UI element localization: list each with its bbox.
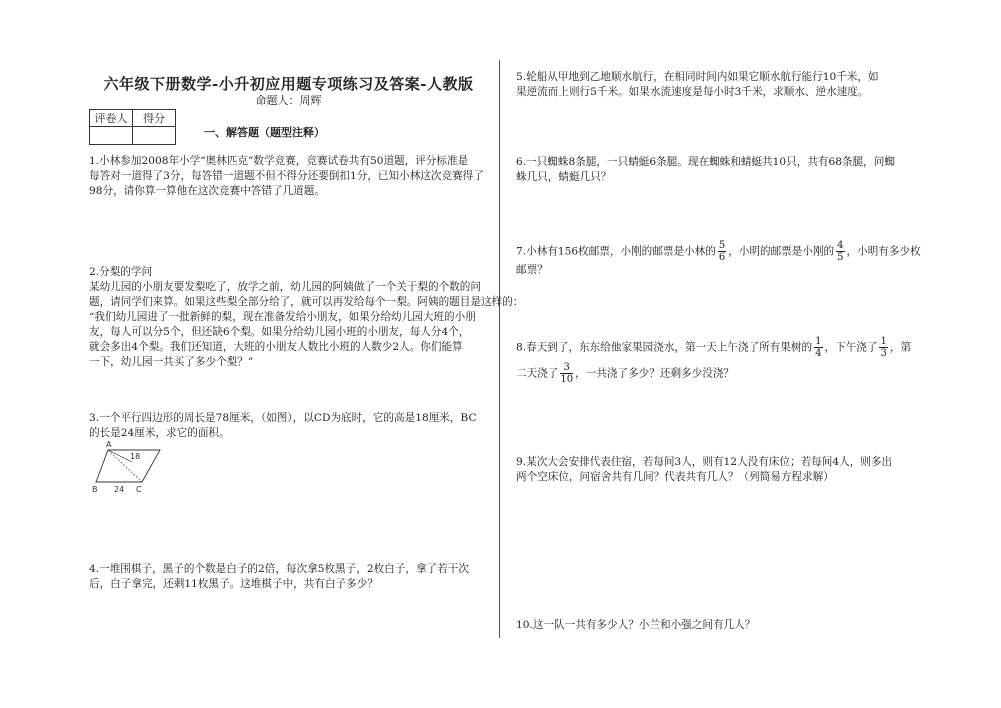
question-1-line-2: 每答对一道得了3分，每答错一道题不但不得分还要倒扣1分，已知小林这次竞赛得了 xyxy=(89,170,484,182)
question-8-line-1 xyxy=(516,336,911,359)
question-8-text-start: 8.春天到了，东东给他家果园浇水，第一天上午浇了所有果树的 xyxy=(516,341,813,354)
score-table-header-score: 得分 xyxy=(133,110,176,127)
vertex-label-c: C xyxy=(136,485,142,494)
question-6-line-2: 蛛几只，蜻蜓几只？ xyxy=(516,171,612,183)
question-6 xyxy=(516,155,895,185)
question-9-line-1: 9.某次大会安排代表住宿，若每间3人，则有12人没有床位；若每间4人，则多出 xyxy=(516,456,893,468)
question-3-line-1: 3.一个平行四边形的周长是78厘米，（如图），以CD为底时，它的高是18厘米，BC xyxy=(89,412,477,424)
parallelogram-shape xyxy=(96,450,160,482)
question-2-line-3: 题，请同学们来算。如果这些梨全部分给了，就可以再发给每个一梨。阿姨的题目是这样的： xyxy=(89,296,524,308)
question-2-line-5: 友，每人可以分5个，但还缺6个梨。如果分给幼儿园小班的小朋友，每人分4个， xyxy=(89,326,470,338)
base-length-label: 24 xyxy=(114,485,125,494)
question-5-line-2: 果逆流而上则行5千米。如果水流速度是每小时3千米，求顺水、逆水速度。 xyxy=(516,86,869,98)
question-7-text-middle: ，小明的邮票是小刚的 xyxy=(728,245,835,258)
question-5 xyxy=(516,70,879,100)
author-line: 命题人：周辉 xyxy=(255,94,322,107)
question-3 xyxy=(89,411,477,441)
question-10 xyxy=(516,618,755,633)
page-title: 六年级下册数学-小升初应用题专项练习及答案-人教版 xyxy=(103,75,474,93)
question-2-line-7: 一下，幼儿园一共买了多少个梨？” xyxy=(89,356,254,368)
question-2-line-6: 就会多出4个梨。我们还知道，大班的小朋友人数比小班的人数少2人。你们能算 xyxy=(89,341,463,353)
question-4-line-2: 后，白子拿完，还剩11枚黑子。这堆棋子中，共有白子多少？ xyxy=(89,578,378,590)
question-9-line-2: 两个空床位，问宿舍共有几间？代表共有几人？（列简易方程求解） xyxy=(516,471,834,483)
question-2-line-1: 2.分梨的学问 xyxy=(89,266,153,278)
question-2-line-2: 某幼儿园的小朋友要发梨吃了，放学之前，幼儿园的阿姨做了一个关于梨的个数的问 xyxy=(89,281,481,293)
score-table xyxy=(89,109,176,145)
parallelogram-height-line xyxy=(108,450,132,462)
question-4-line-1: 4.一堆围棋子，黑子的个数是白子的2倍，每次拿5枚黑子，2枚白子，拿了若干次 xyxy=(89,563,469,575)
score-table-header-grader: 评卷人 xyxy=(90,110,133,127)
question-7-line-1 xyxy=(516,240,921,263)
question-8-line-2-start: 二天浇了 xyxy=(516,367,559,380)
question-10-line-1: 10.这一队一共有多少人？小兰和小强之间有几人？ xyxy=(516,619,756,631)
question-8 xyxy=(516,336,911,385)
height-length-label: 18 xyxy=(130,452,141,461)
score-table-cell-grader[interactable] xyxy=(90,127,133,145)
question-1-line-1: 1.小林参加2008年小学“奥林匹克”数学竞赛，竞赛试卷共有50道题，评分标准是 xyxy=(89,155,469,167)
question-7-text-start: 7.小林有156枚邮票，小刚的邮票是小林的 xyxy=(516,245,716,258)
question-1 xyxy=(89,154,484,199)
vertex-label-a: A xyxy=(106,440,112,449)
score-table-cell-score[interactable] xyxy=(133,127,176,145)
vertex-label-b: B xyxy=(92,485,98,494)
section-heading: 一、解答题（题型注释） xyxy=(204,126,325,139)
question-7 xyxy=(516,240,921,278)
question-4 xyxy=(89,562,469,592)
question-6-line-1: 6.一只蜘蛛8条腿，一只蜻蜓6条腿。现在蜘蛛和蜻蜓共10只，共有68条腿，问蜘 xyxy=(516,156,895,168)
fraction-three-tenths: $\frac{3}{10}$ xyxy=(560,362,574,385)
fraction-five-sixths: $\frac{5}{6}$ xyxy=(718,240,726,263)
question-3-line-2: 的长是24厘米，求它的面积。 xyxy=(89,427,230,439)
fraction-one-quarter: $\frac{1}{4}$ xyxy=(815,336,822,359)
question-8-line-2 xyxy=(516,362,911,385)
question-7-text-end: ，小明有多少枚 xyxy=(846,245,921,258)
question-8-line-2-end: ，一共浇了多少？还剩多少没浇？ xyxy=(575,367,735,380)
question-2-line-4: “我们幼儿园进了一批新鲜的梨，现在准备发给小朋友，如果分给幼儿园大班的小朋 xyxy=(89,311,476,323)
question-8-text-middle: ，下午浇了 xyxy=(824,341,878,354)
question-2 xyxy=(89,265,523,370)
question-9 xyxy=(516,455,892,485)
question-7-line-2: 邮票？ xyxy=(516,264,548,276)
fraction-four-fifths: $\frac{4}{5}$ xyxy=(837,240,844,263)
parallelogram-diagram xyxy=(90,440,170,496)
question-8-text-end: ，第 xyxy=(889,341,912,354)
fraction-one-third: $\frac{1}{3}$ xyxy=(880,336,887,359)
question-1-line-3: 98分，请你算一算他在这次竞赛中答错了几道题。 xyxy=(89,185,325,197)
question-5-line-1: 5.轮船从甲地到乙地顺水航行，在相同时间内如果它顺水航行能行10千米，如 xyxy=(516,71,879,83)
